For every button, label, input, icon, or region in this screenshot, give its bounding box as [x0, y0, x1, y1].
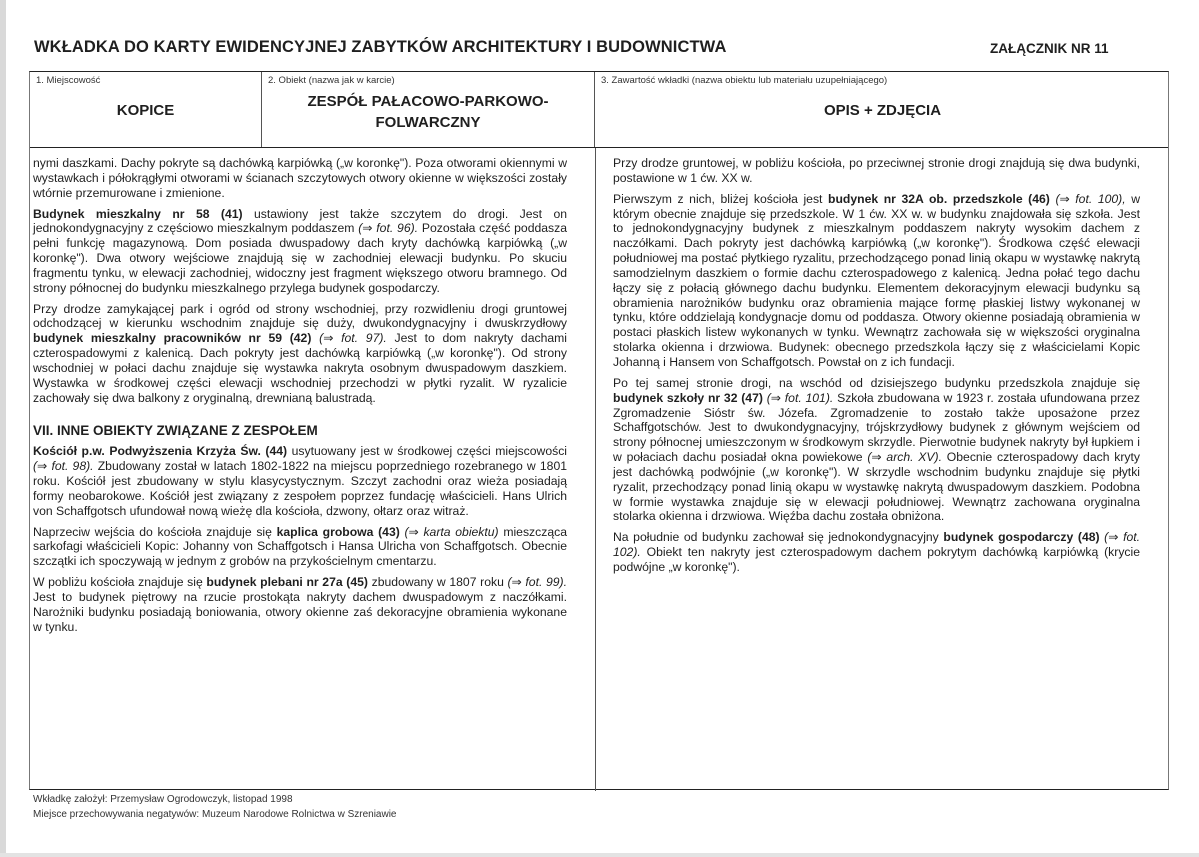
- field-label: 2. Obiekt (nazwa jak w karcie): [268, 75, 395, 86]
- left-column: [33, 156, 567, 640]
- building-name: budynek mieszkalny pracowników nr 59 (42): [33, 331, 312, 346]
- paragraph: Przy drodze zamykającej park i ogród od strony wschodniej, przy rozwidleniu drogi gruntowej odchodzącej w kierunku wschodnim znajduje się duży, dwukondygnacyjny i dwuskrzydłowy budynek mieszkalny pracowników nr 59 (42) (⇒ fot. 97). Jest to dom nakryty dachami czterospadowymi z kalenicą. Dach pokryty jest dachówką karpiówką („w koronkę"). Od strony wschodniej w połaci dachu znajduje się wystawka nakryta osobnym dwuspadowym daszkiem. Wystawka w środkowej części elewacji wschodniej przechodzi w płytki ryzalit. W ryzalicie zachowały się dwa balkony z oryginalną, drewnianą balustradą.: [33, 301, 567, 405]
- photo-reference: (⇒ fot. 97).: [311, 331, 387, 346]
- building-name: Budynek mieszkalny nr 58 (41): [33, 206, 243, 221]
- column-divider: [595, 148, 596, 791]
- photo-reference: (⇒ fot. 102).: [613, 530, 1141, 560]
- paragraph: Kościół p.w. Podwyższenia Krzyża Św. (44) usytuowany jest w środkowej części miejscowości (⇒ fot. 98). Zbudowany został w latach 1802-1822 na miejscu poprzedniego rozebranego w 1801 roku. Kościół jest zbudowany w stylu klasycystycznym. Szczyt zachodni oraz wieża posiadają formy neobarokowe. Kościół jest związany z zespołem poprzez fundację właścicieli. Hans Ulrich von Schaffgotsch ufundował nową wieżę dla kościoła, dzwony, ołtarz oraz witraż.: [33, 444, 568, 518]
- paragraph: Przy drodze gruntowej, w pobliżu kościoła, po przeciwnej stronie drogi znajdują się dwa budynki, postawione w 1 ćw. XX w.: [613, 156, 1140, 185]
- field-value: KOPICE: [116, 102, 175, 119]
- annex-number: ZAŁĄCZNIK NR 11: [990, 41, 1109, 56]
- field-object: [262, 72, 595, 147]
- field-content: [595, 72, 1170, 147]
- paragraph: Na południe od budynku zachował się jednokondygnacyjny budynek gospodarczy (48) (⇒ fot. 102). Obiekt ten nakryty jest czterospadowym dachem pokrytym dachówką karpiówką (krycie podwójne „w koronkę").: [613, 530, 1141, 574]
- field-value: OPIS + ZDJĘCIA: [823, 102, 942, 119]
- building-name: budynek szkoły nr 32 (47): [613, 390, 763, 405]
- field-label: 1. Miejscowość: [36, 75, 101, 86]
- building-name: kaplica grobowa (43): [276, 524, 400, 539]
- paragraph: Pierwszym z nich, bliżej kościoła jest budynek nr 32A ob. przedszkole (46) (⇒ fot. 100), w którym obecnie znajduje się przedszkole. W 1 ćw. XX w. w budynku znajdowała się szkoła. Jest to jednokondygnacyjny budynek z mieszkalnym poddaszem nakryty wysokim dachem z naczółkami. Dach pokryty jest dachówką karpiówką („w koronkę"). Środkowa część elewacji południowej ma postać płytkiego ryzalitu, przechodzącego ponad linią okapu w wystawkę nakrytą samodzielnym daszkiem o formie dachu czterospadowego z kalenicą. Jedna połać tego dachu łączy się z połacią głównego dachu budynku. Elementem dekoracyjnym elewacji budynku są obramienia narożników budynku oraz obramienia mające formę płaskiej listwy wykonanej w tynku, które oddzielają kondygnacje domu od poddasza. Otwory okienne posiadają obramienia w postaci płaskich listew wykonanych w tynku. Wewnątrz zachowała się w większości oryginalna stolarka okienna i drzwiowa. Budynek: obecnego przedszkola łączy się z właścicielami Kopic Johanną i Hansem von Schaffgotsch. Powstał on z ich fundacji.: [613, 191, 1140, 369]
- record-frame: [29, 71, 1169, 790]
- field-label: 3. Zawartość wkładki (nazwa obiektu lub materiału uzupełniającego): [601, 75, 888, 86]
- footer-negatives-location: Miejsce przechowywania negatywów: Muzeum Narodowe Rolnictwa w Szreniawie: [33, 809, 397, 820]
- paragraph: Po tej samej stronie drogi, na wschód od dzisiejszego budynku przedszkola znajduje się budynek szkoły nr 32 (47) (⇒ fot. 101). Szkoła zbudowana w 1923 r. została ufundowana przez Zgromadzenie Sióstr św. Józefa. Zgromadzenie to zostało także uposażone przez Schaffgotschów. Jest to dwukondygnacyjny, trójskrzydłowy budynek z głównym wejściem od strony północnej umieszczonym w środkowym skrzydle. Pierwotnie budynek nakryty był łupkiem i w połaciach dachu posiadał okna powiekowe (⇒ arch. XV). Obecnie czterospadowy dach kryty jest dachówką podwójnie („w koronkę"). W skrzydle wschodnim budynku znajduje się płytki ryzalit, przechodzący ponad linią okapu w wystawkę nakrytą dwuspadowym daszkiem. Podobna w formie wystawka znajduje się w elewacji południowej. Wewnątrz zachowana oryginalna stolarka okienna i drzwiowa. Więźba dachu została obniżona.: [613, 375, 1141, 524]
- paragraph: Budynek mieszkalny nr 58 (41) ustawiony jest także szczytem do drogi. Jest on jednokondygnacyjny z częściowo mieszkalnym poddaszem (⇒ fot. 96). Pozostała część poddasza pełni funkcję magazynową. Dom posiada dwuspadowy dach kryty dachówką karpiówką („w koronkę"). Dwa otwory wejściowe znajdują się w zachodniej elewacji budynku. Po skuciu fragmentu tynku, w elewacji zachodniej, widoczny jest fragment większego otworu bramnego. Od strony północnej do budynku mieszkalnego przylega budynek gospodarczy.: [33, 206, 567, 295]
- paragraph: Naprzeciw wejścia do kościoła znajduje się kaplica grobowa (43) (⇒ karta obiektu) mieszcząca sarkofagi właścicieli Kopic: Johanny von Schaffgotsch i Hansa Ulricha von Schaffgotsch. Obecnie szczątki ich spoczywają w jednym z grobów na przykościelnym cmentarzu.: [33, 524, 567, 569]
- right-column: [613, 156, 1140, 581]
- field-value: [262, 91, 594, 133]
- building-name: budynek gospodarczy (48): [943, 530, 1100, 545]
- photo-reference: (⇒ fot. 99).: [507, 575, 568, 590]
- section-heading: VII. INNE OBIEKTY ZWIĄZANE Z ZESPOŁEM: [33, 422, 318, 438]
- photo-reference: (⇒ fot. 101).: [762, 390, 834, 405]
- archive-reference: (⇒ arch. XV).: [867, 450, 943, 465]
- paragraph: nymi daszkami. Dachy pokryte są dachówką karpiówką („w koronkę"). Poza otworami okiennymi w wystawkach i półokrągłymi otworami w ścianach szczytowych otwory okienne w większości zostały wtórnie przemurowane i zmienione.: [33, 156, 567, 200]
- building-name: budynek nr 32A ob. przedszkole (46): [828, 191, 1050, 206]
- page-edge: [0, 853, 1199, 857]
- page-title: WKŁADKA DO KARTY EWIDENCYJNEJ ZABYTKÓW ARCHITEKTURY I BUDOWNICTWA: [34, 38, 727, 56]
- field-value-line: ZESPÓŁ PAŁACOWO-PARKOWO-: [307, 93, 549, 110]
- building-name: budynek plebani nr 27a (45): [206, 575, 368, 590]
- field-locality: [30, 72, 262, 147]
- page-edge: [0, 0, 6, 857]
- footer: [33, 792, 397, 822]
- photo-reference: (⇒ fot. 98).: [33, 459, 94, 474]
- footer-author: Wkładkę założył: Przemysław Ogrodowczyk, listopad 1998: [33, 794, 293, 805]
- photo-reference: (⇒ karta obiektu): [399, 524, 499, 539]
- photo-reference: (⇒ fot. 96).: [358, 221, 419, 236]
- paragraph: W pobliżu kościoła znajduje się budynek plebani nr 27a (45) zbudowany w 1807 roku (⇒ fot. 99). Jest to budynek piętrowy na rzucie prostokąta nakryty dachem dwuspadowym z naczółkami. Narożniki budynku posiadają boniowania, otwory okienne zaś dekoracyjne obramienia wykonane w tynku.: [33, 575, 568, 634]
- photo-reference: (⇒ fot. 100),: [1049, 191, 1126, 206]
- field-value-line: FOLWARCZNY: [375, 114, 481, 131]
- header-rule: [30, 147, 1168, 148]
- building-name: Kościół p.w. Podwyższenia Krzyża Św. (44): [33, 444, 288, 459]
